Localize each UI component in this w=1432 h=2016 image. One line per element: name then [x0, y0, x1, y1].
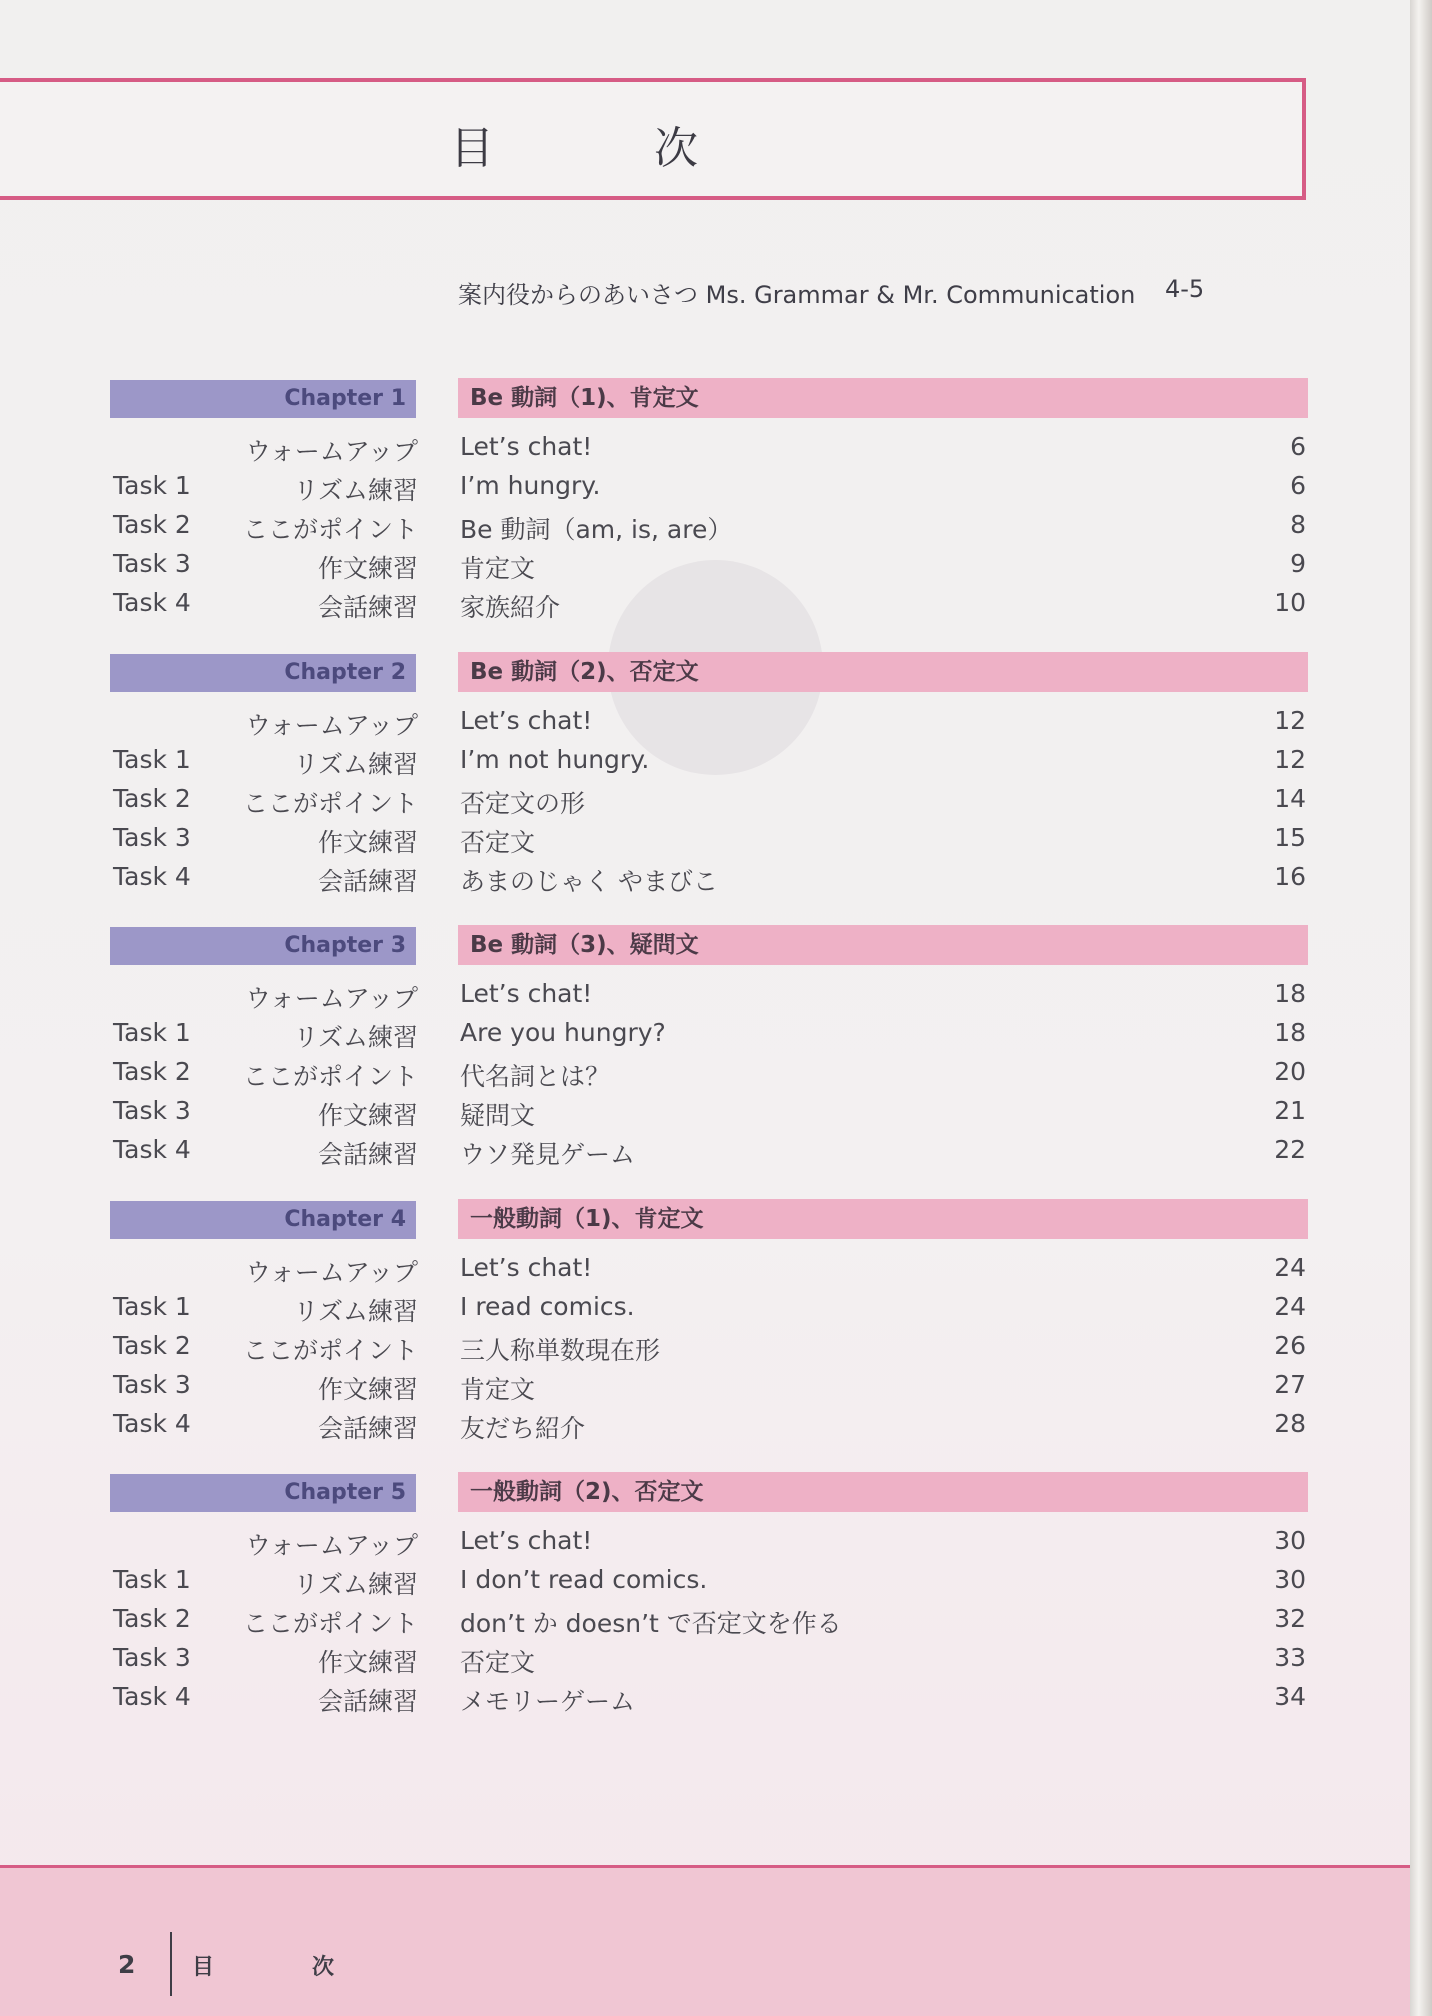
task-label: Task 4 [113, 861, 191, 891]
task-label: Task 2 [113, 1057, 191, 1086]
task-label: Task 2 [113, 783, 191, 813]
page-number: 10 [1274, 588, 1306, 617]
page-number: 6 [1290, 471, 1306, 500]
entry-description: Are you hungry? [460, 1018, 666, 1047]
toc-row [0, 1253, 1310, 1292]
toc-row [0, 1565, 1310, 1604]
chapter-topic: Be 動詞（1)、肯定文 [458, 378, 1308, 418]
activity-type: ここがポイント [242, 515, 418, 544]
entry-description: Be 動詞（am, is, are） [460, 515, 733, 544]
activity-type: ウォームアップ [245, 437, 418, 466]
activity-type: ここがポイント [242, 1335, 418, 1365]
toc-row [0, 1292, 1310, 1331]
page-number: 6 [1290, 432, 1306, 461]
task-label: Task 2 [113, 1604, 191, 1633]
chapter-topic: 一般動詞（2)、否定文 [458, 1472, 1308, 1512]
entry-description: don’t か doesn’t で否定文を作る [460, 1609, 842, 1638]
entry-description: 友だち紹介 [460, 1413, 586, 1443]
footer-title: 目 次 [192, 1955, 373, 1980]
footer-page-number: 2 [118, 1950, 136, 1979]
page-number: 32 [1274, 1604, 1306, 1633]
chapter-block [0, 927, 1310, 1197]
entry-description: I’m hungry. [460, 471, 601, 500]
toc-row [0, 1370, 1310, 1409]
page-number: 20 [1274, 1057, 1306, 1086]
entry-description: Let’s chat! [460, 432, 593, 461]
entry-description: 家族紹介 [460, 593, 561, 622]
activity-type: 作文練習 [317, 554, 418, 583]
activity-type: リズム練習 [293, 749, 418, 779]
entry-description: I don’t read comics. [460, 1565, 708, 1594]
entry-description: 否定文 [460, 1648, 536, 1677]
task-label: Task 1 [113, 1565, 191, 1594]
activity-type: ここがポイント [242, 1062, 418, 1091]
activity-type: ウォームアップ [245, 1257, 418, 1287]
task-label: Task 4 [113, 588, 191, 617]
task-label: Task 4 [113, 1135, 191, 1164]
chapter-label: Chapter 3 [110, 927, 416, 965]
toc-row [0, 471, 1310, 510]
page-number: 9 [1290, 549, 1306, 578]
task-label: Task 4 [113, 1408, 191, 1438]
chapter-label: Chapter 2 [110, 654, 416, 692]
page-number: 26 [1274, 1330, 1306, 1360]
task-label: Task 2 [113, 510, 191, 539]
chapter-block [0, 654, 1310, 924]
toc-row [0, 862, 1310, 901]
task-label: Task 1 [113, 471, 191, 500]
toc-row [0, 510, 1310, 549]
toc-row [0, 706, 1310, 745]
activity-type: 会話練習 [317, 593, 418, 622]
page-number: 18 [1274, 979, 1306, 1008]
chapter-topic: Be 動詞（3)、疑問文 [458, 925, 1308, 965]
page-number: 27 [1274, 1369, 1306, 1399]
page-title: 目 次 [450, 123, 756, 174]
chapter-topic: Be 動詞（2)、否定文 [458, 652, 1308, 692]
activity-type: ウォームアップ [245, 984, 418, 1013]
page-number: 33 [1274, 1643, 1306, 1672]
task-label: Task 3 [113, 1643, 191, 1672]
entry-description: Let’s chat! [460, 1526, 593, 1555]
entry-description: 否定文 [460, 827, 536, 857]
toc-row [0, 1135, 1310, 1174]
activity-type: リズム練習 [293, 1023, 418, 1052]
page-number: 34 [1274, 1682, 1306, 1711]
chapter-block [0, 380, 1310, 650]
page-number: 18 [1274, 1018, 1306, 1047]
activity-type: 作文練習 [317, 1648, 418, 1677]
activity-type: 会話練習 [317, 866, 418, 896]
activity-type: ウォームアップ [245, 710, 418, 740]
activity-type: 会話練習 [317, 1687, 418, 1716]
entry-description: 否定文の形 [460, 788, 586, 818]
page-number: 14 [1274, 783, 1306, 813]
entry-description: メモリーゲーム [460, 1687, 636, 1716]
footer-band [0, 1868, 1410, 2016]
page-number: 21 [1274, 1096, 1306, 1125]
activity-type: 会話練習 [317, 1413, 418, 1443]
toc-row [0, 1409, 1310, 1448]
page-number: 16 [1274, 861, 1306, 891]
page-number: 12 [1274, 744, 1306, 774]
toc-row [0, 549, 1310, 588]
toc-row [0, 1682, 1310, 1721]
activity-type: 作文練習 [317, 1374, 418, 1404]
toc-row [0, 1526, 1310, 1565]
toc-row [0, 1018, 1310, 1057]
activity-type: リズム練習 [293, 476, 418, 505]
toc-row [0, 432, 1310, 471]
task-label: Task 3 [113, 1096, 191, 1125]
entry-description: 疑問文 [460, 1101, 536, 1130]
toc-row [0, 588, 1310, 627]
intro-entry: 案内役からのあいさつ Ms. Grammar & Mr. Communication [458, 281, 1136, 309]
entry-description: 肯定文 [460, 554, 536, 583]
toc-row [0, 745, 1310, 784]
activity-type: リズム練習 [293, 1570, 418, 1599]
entry-description: 三人称単数現在形 [460, 1335, 661, 1365]
toc-row [0, 823, 1310, 862]
page-number: 22 [1274, 1135, 1306, 1164]
entry-description: I read comics. [460, 1291, 635, 1321]
activity-type: 作文練習 [317, 1101, 418, 1130]
chapter-block [0, 1201, 1310, 1471]
chapter-topic: 一般動詞（1)、肯定文 [458, 1199, 1308, 1239]
toc-row [0, 979, 1310, 1018]
task-label: Task 3 [113, 549, 191, 578]
entry-description: ウソ発見ゲーム [460, 1140, 636, 1169]
activity-type: リズム練習 [293, 1296, 418, 1326]
toc-row [0, 1331, 1310, 1370]
task-label: Task 1 [113, 1291, 191, 1321]
task-label: Task 2 [113, 1330, 191, 1360]
toc-row [0, 1643, 1310, 1682]
toc-row [0, 784, 1310, 823]
page-number: 12 [1274, 705, 1306, 735]
task-label: Task 1 [113, 744, 191, 774]
entry-description: Let’s chat! [460, 1252, 593, 1282]
chapter-label: Chapter 4 [110, 1201, 416, 1239]
entry-description: I’m not hungry. [460, 744, 650, 774]
page-number: 15 [1274, 822, 1306, 852]
chapter-label: Chapter 1 [110, 380, 416, 418]
page-number: 24 [1274, 1252, 1306, 1282]
page-number: 24 [1274, 1291, 1306, 1321]
page-number: 8 [1290, 510, 1306, 539]
toc-row [0, 1057, 1310, 1096]
activity-type: 会話練習 [317, 1140, 418, 1169]
toc-row [0, 1096, 1310, 1135]
activity-type: ここがポイント [242, 788, 418, 818]
activity-type: ここがポイント [242, 1609, 418, 1638]
page-binding-edge [1410, 0, 1432, 2016]
chapter-block [0, 1474, 1310, 1744]
entry-description: あまのじゃく やまびこ [460, 866, 718, 896]
chapter-label: Chapter 5 [110, 1474, 416, 1512]
task-label: Task 4 [113, 1682, 191, 1711]
page-number: 30 [1274, 1565, 1306, 1594]
entry-description: 肯定文 [460, 1374, 536, 1404]
task-label: Task 3 [113, 822, 191, 852]
intro-page-range: 4-5 [1165, 275, 1205, 303]
task-label: Task 1 [113, 1018, 191, 1047]
task-label: Task 3 [113, 1369, 191, 1399]
page-number: 28 [1274, 1408, 1306, 1438]
entry-description: 代名詞とは？ [460, 1062, 611, 1091]
activity-type: 作文練習 [317, 827, 418, 857]
toc-row [0, 1604, 1310, 1643]
entry-description: Let’s chat! [460, 705, 593, 735]
page-number: 30 [1274, 1526, 1306, 1555]
activity-type: ウォームアップ [245, 1531, 418, 1560]
footer-separator [170, 1932, 172, 1996]
entry-description: Let’s chat! [460, 979, 593, 1008]
